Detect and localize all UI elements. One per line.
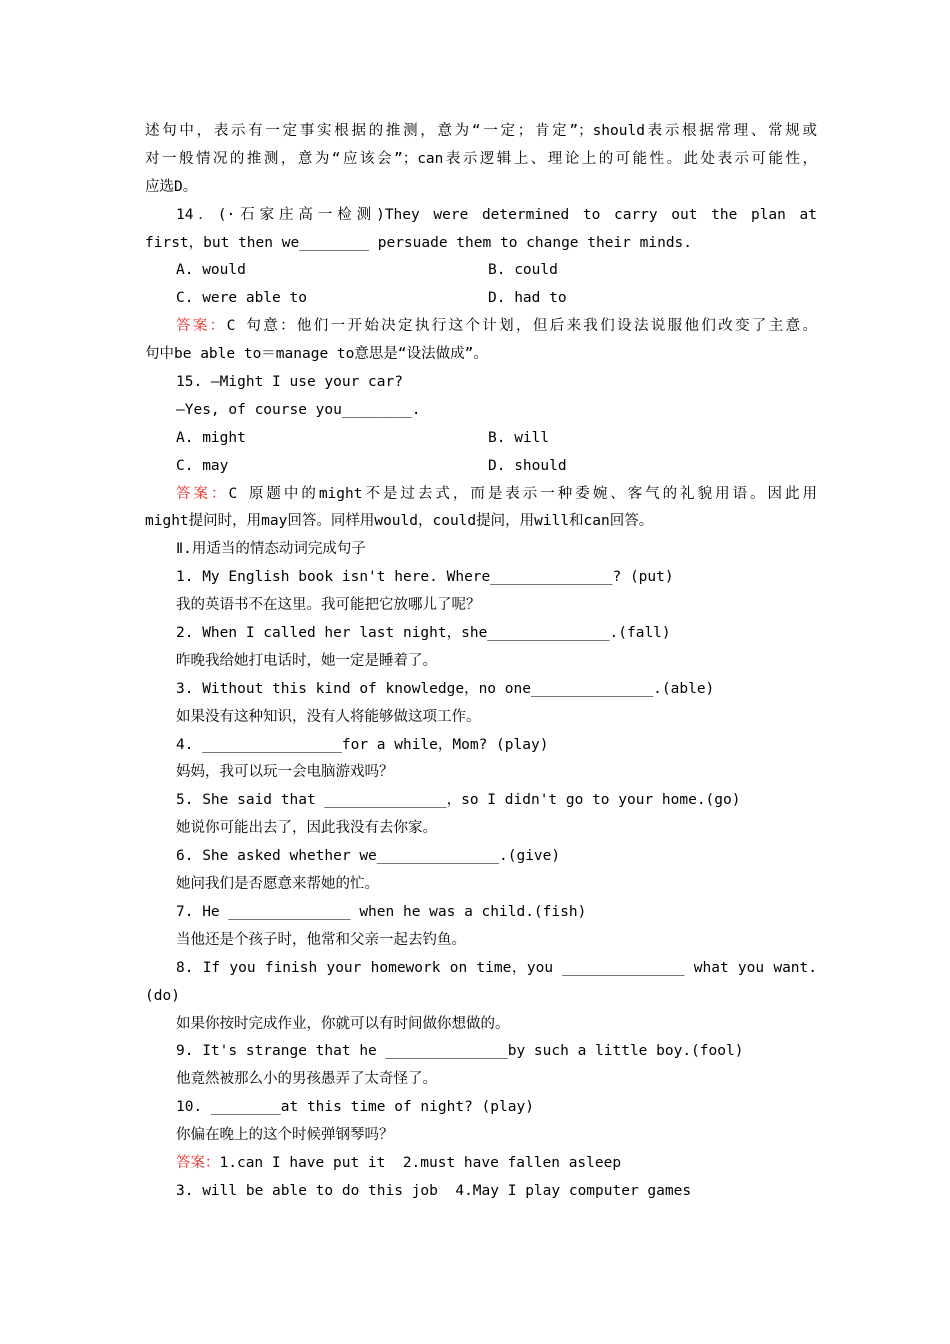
option-b: B. could xyxy=(488,262,558,279)
sentence-10-en: 10. ________at this time of night? (play) xyxy=(176,1099,534,1116)
answer-14-cont: 句中be able to＝manage to意思是“设法做成”。 xyxy=(145,346,488,363)
sentence-10-zh: 你偏在晚上的这个时候弹钢琴吗？ xyxy=(176,1127,394,1144)
question-14-stem: 14．(·石家庄高一检测)They were determined to carry out the plan at xyxy=(176,206,817,223)
sentence-6-zh: 她问我们是否愿意来帮她的忙。 xyxy=(176,876,379,893)
option-d: D. should xyxy=(488,457,567,474)
sentence-2-zh: 昨晚我给她打电话时，她一定是睡着了。 xyxy=(176,652,437,669)
question-14-options-row xyxy=(145,257,817,285)
sentence-3-zh: 如果没有这种知识，没有人将能够做这项工作。 xyxy=(176,708,481,725)
sentence-8-en-cont: (do) xyxy=(145,987,180,1004)
sentence-4-zh: 妈妈，我可以玩一会电脑游戏吗？ xyxy=(176,764,394,781)
answer-section-2 xyxy=(145,1150,817,1178)
sentence-1-en: 1. My English book isn't here. Where______________? (put) xyxy=(176,569,674,586)
answer-label: 答案： xyxy=(176,318,227,335)
sentence-1-zh: 我的英语书不在这里。我可能把它放哪儿了呢？ xyxy=(176,597,481,614)
sentence-7-en: 7. He ______________ when he was a child.(fish) xyxy=(176,903,587,920)
sentence-6-en: 6. She asked whether we______________.(give) xyxy=(176,848,561,865)
text-line: 对一般情况的推测，意为“应该会”；can表示逻辑上、理论上的可能性。此处表示可能性， xyxy=(145,150,817,167)
option-c: C. were able to xyxy=(176,290,307,307)
text-line: 应选D。 xyxy=(145,178,198,195)
sentence-9-zh: 他竟然被那么小的男孩愚弄了太奇怪了。 xyxy=(176,1071,437,1088)
answer-text: C 原题中的might不是过去式，而是表示一种委婉、客气的礼貌用语。因此用 xyxy=(228,485,817,502)
option-d: D. had to xyxy=(488,290,567,307)
document-page xyxy=(145,118,817,1206)
answer-label: 答案： xyxy=(176,1154,220,1171)
sentence-2-en: 2. When I called her last night，she______________.(fall) xyxy=(176,625,671,642)
option-b: B. will xyxy=(488,429,550,446)
text-line: 述句中，表示有一定事实根据的推测，意为“一定；肯定”；should表示根据常理、常规或 xyxy=(145,123,817,139)
question-15-options-row xyxy=(145,453,817,481)
question-15-stem: 15. —Might I use your car? xyxy=(176,374,403,391)
option-a: A. might xyxy=(176,429,246,446)
answer-section-2-cont: 3. will be able to do this job 4.May I play computer games xyxy=(176,1182,692,1199)
answer-15 xyxy=(145,481,817,509)
sentence-9-en: 9. It's strange that he ______________by such a little boy.(fool) xyxy=(176,1043,744,1060)
sentence-7-zh: 当他还是个孩子时，他常和父亲一起去钓鱼。 xyxy=(176,931,466,948)
sentence-3-en: 3. Without this kind of knowledge，no one______________.(able) xyxy=(176,680,715,697)
sentence-4-en: 4. ________________for a while，Mom? (play) xyxy=(176,736,549,753)
option-c: C. may xyxy=(176,457,229,474)
answer-14 xyxy=(145,313,817,341)
question-15-stem-cont: —Yes, of course you________. xyxy=(176,401,421,418)
sentence-5-zh: 她说你可能出去了，因此我没有去你家。 xyxy=(176,820,437,837)
question-14-options-row xyxy=(145,285,817,313)
sentence-8-en: 8. If you finish your homework on time，you ______________ what you want. xyxy=(176,959,817,976)
answer-label: 答案： xyxy=(176,485,229,502)
answer-text: C 句意：他们一开始决定执行这个计划，但后来我们设法说服他们改变了主意。 xyxy=(226,318,817,335)
question-14-stem-cont: first，but then we________ persuade them to change their minds. xyxy=(145,234,693,251)
question-15-options-row xyxy=(145,425,817,453)
answer-text: 1.can I have put it 2.must have fallen asleep xyxy=(219,1154,622,1171)
sentence-5-en: 5. She said that ______________，so I didn't go to your home.(go) xyxy=(176,792,741,809)
section-2-heading: Ⅱ.用适当的情态动词完成句子 xyxy=(176,541,366,558)
sentence-8-zh: 如果你按时完成作业，你就可以有时间做你想做的。 xyxy=(176,1015,510,1032)
answer-15-cont: might提问时，用may回答。同样用would，could提问，用will和can回答。 xyxy=(145,513,654,530)
option-a: A. would xyxy=(176,262,246,279)
